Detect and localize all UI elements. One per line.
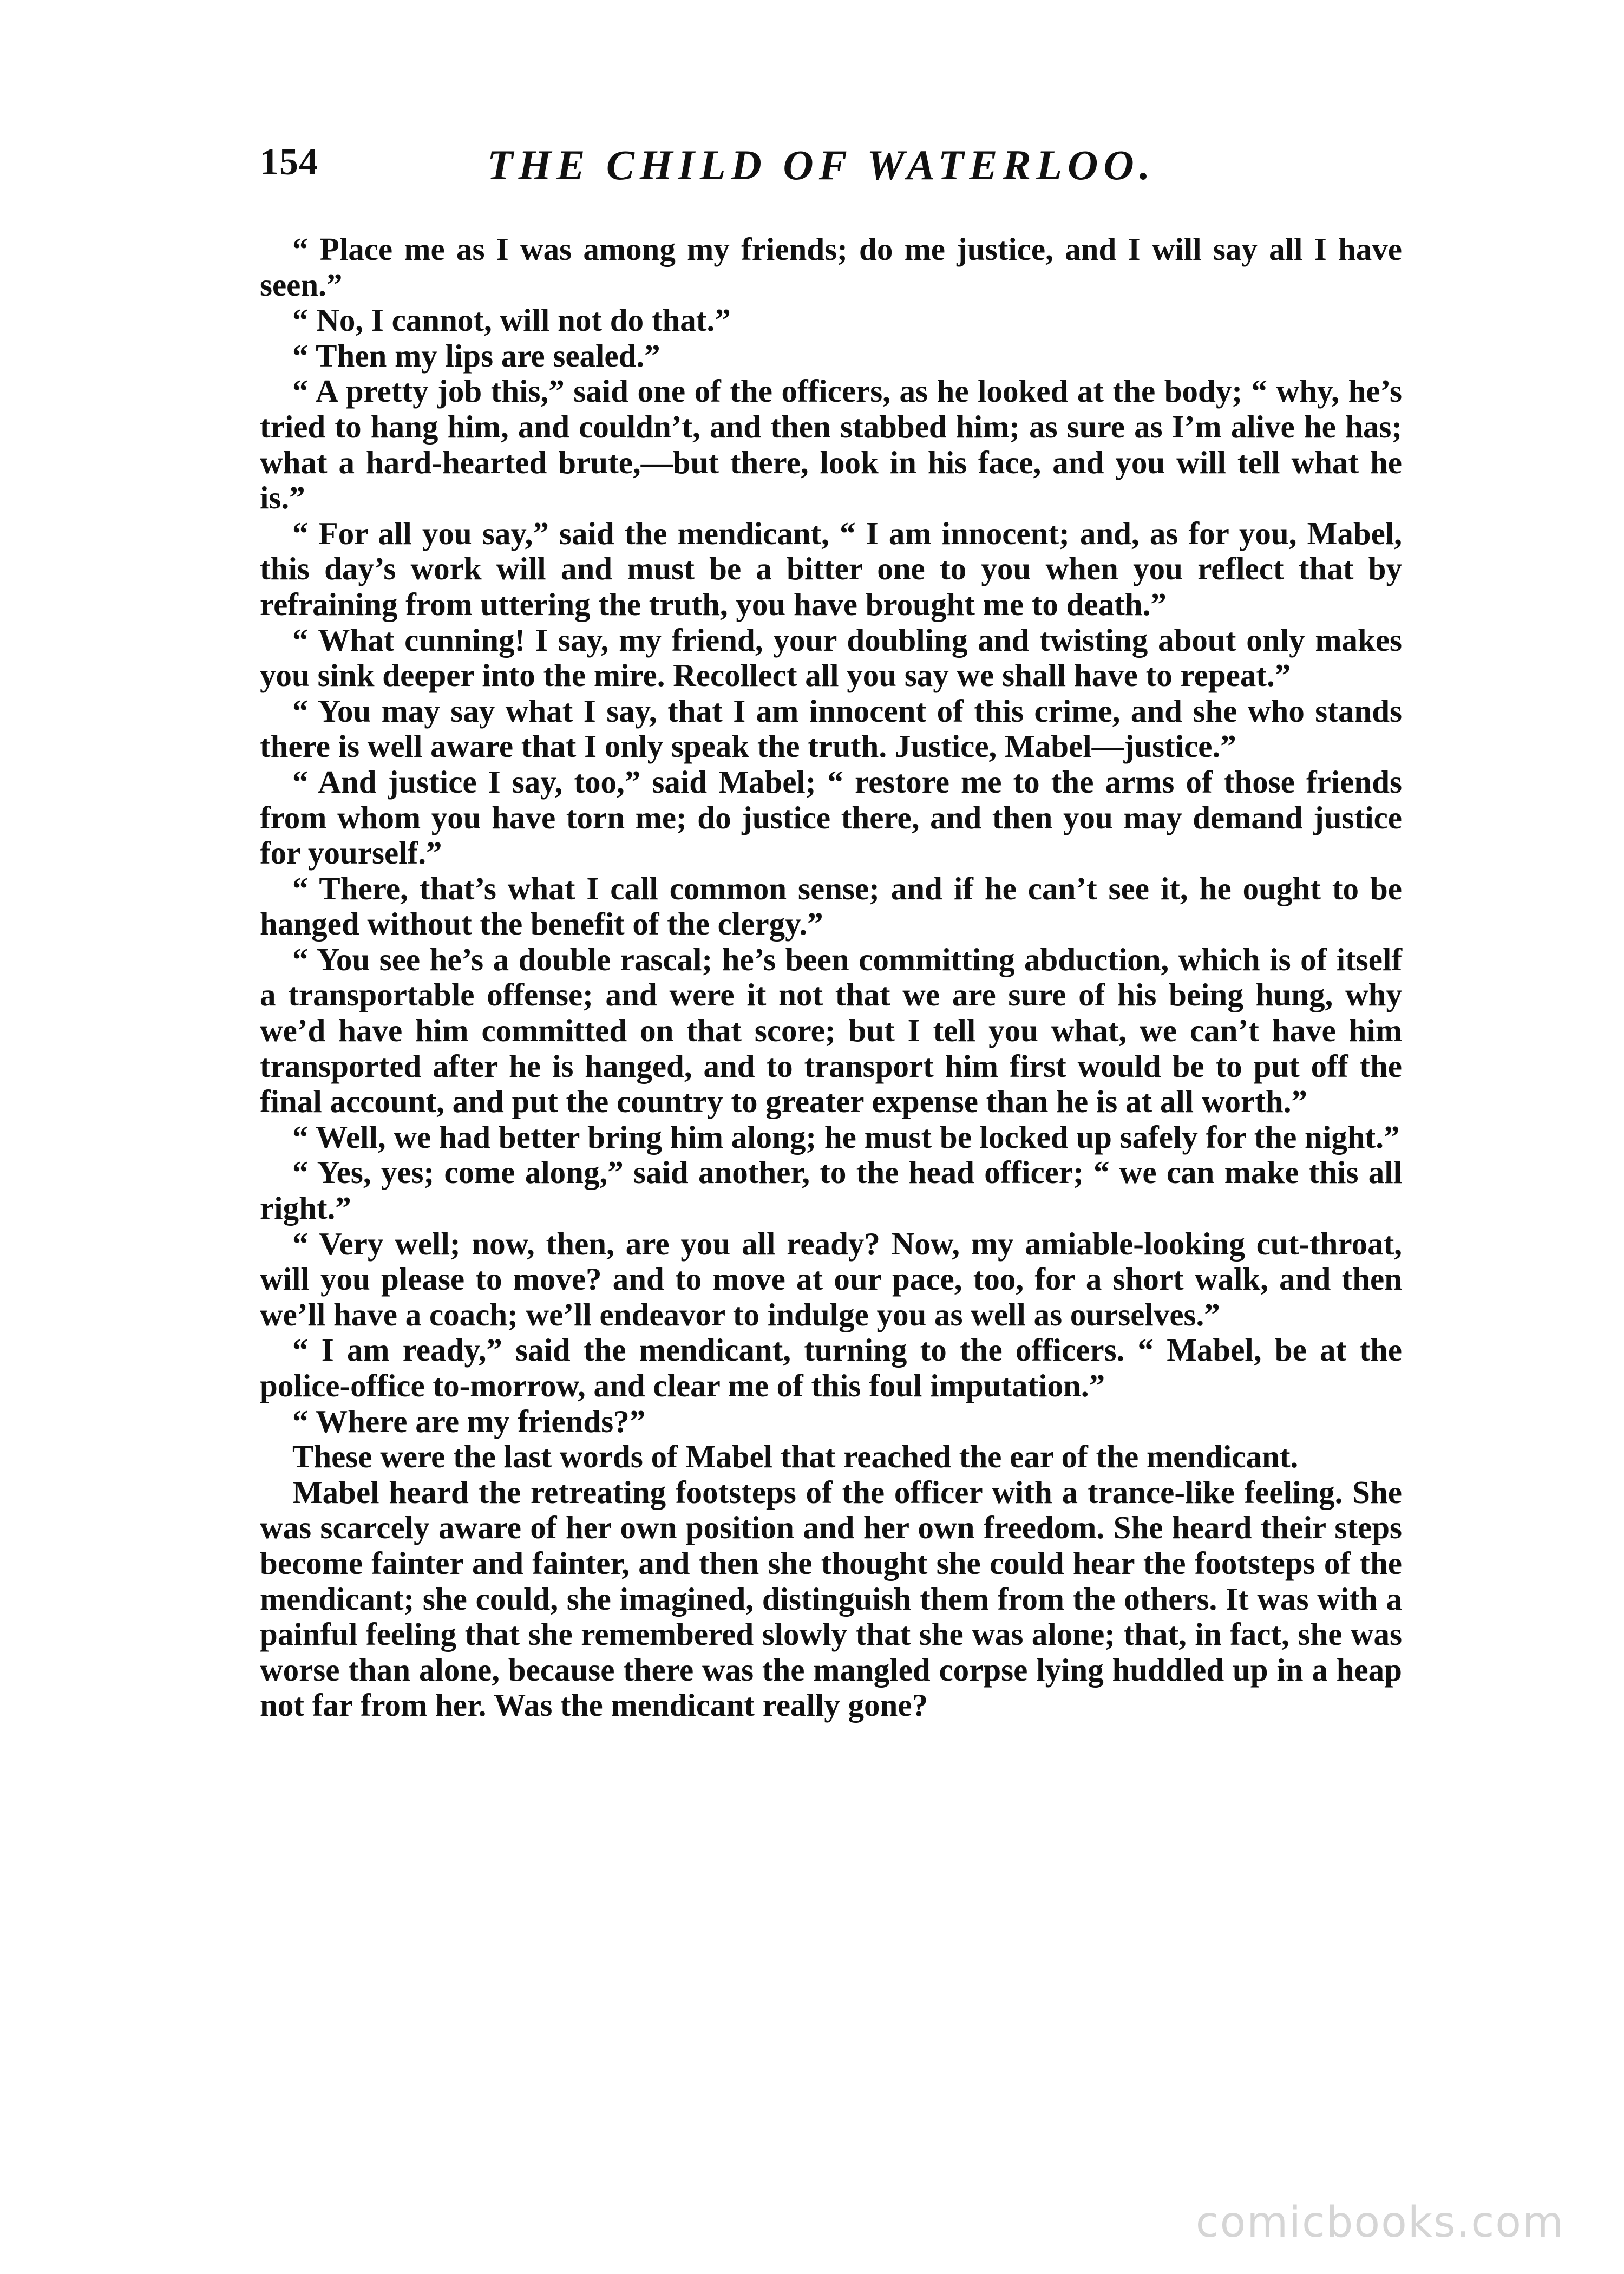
- page-header: [260, 141, 1407, 200]
- paragraph: These were the last words of Mabel that reached the ear of the mendicant.: [292, 1439, 1299, 1475]
- paragraph: Mabel heard the retreating footsteps of the officer with a trance-like feeling. She was scarcely aware of her own position and her own freedom. She heard their steps become fainter and fainter, and then she thought she could hear the footsteps of the mendicant; she could, she imagined, distinguish them from the others. It was with a painful feeling that she remembered slowly that she was alone; that, in fact, she was worse than alone, because there was the mangled corpse lying huddled up in a heap not far from her. Was the mendicant really gone?: [260, 1474, 1402, 1723]
- paragraph: “ Place me as I was among my friends; do me justice, and I will say all I have seen.”: [260, 231, 1402, 303]
- paragraph: “ What cunning! I say, my friend, your doubling and twisting about only makes you sink deeper into the mire. Recollect all you say we shall have to repeat.”: [260, 622, 1402, 694]
- page-number: 154: [260, 141, 318, 183]
- paragraph: “ Well, we had better bring him along; he must be locked up safely for the night.”: [292, 1119, 1400, 1155]
- body-text: [260, 232, 1402, 1723]
- paragraph: “ You see he’s a double rascal; he’s been committing abduction, which is of itself a transportable offense; and were it not that we are sure of his being hung, why we’d have him committed on that score; but I tell you what, we can’t have him transported after he is hanged, and to transport him first would be to put off the final account, and put the country to greater expense than he is at all worth.”: [260, 941, 1402, 1120]
- paragraph: “ You may say what I say, that I am innocent of this crime, and she who stands there is well aware that I only speak the truth. Justice, Mabel—justice.”: [260, 692, 1402, 764]
- paragraph: “ Then my lips are sealed.”: [292, 337, 660, 374]
- watermark: comicbooks.com: [1195, 2198, 1564, 2247]
- paragraph: “ Very well; now, then, are you all ready? Now, my amiable-looking cut-throat, will you please to move? and to move at our pace, too, for a short walk, and then we’ll have a coach; we’ll endeavor to indulge you as well as ourselves.”: [260, 1225, 1402, 1332]
- paragraph: “ No, I cannot, will not do that.”: [292, 302, 731, 338]
- paragraph: “ Where are my friends?”: [292, 1403, 646, 1439]
- paragraph: “ And justice I say, too,” said Mabel; “ restore me to the arms of those friends from whom you have torn me; do justice there, and then you may demand justice for yourself.”: [260, 763, 1402, 871]
- paragraph: “ For all you say,” said the mendicant, “ I am innocent; and, as for you, Mabel, this day’s work will and must be a bitter one to you when you reflect that by refraining from uttering the truth, you have brought me to death.”: [260, 515, 1402, 622]
- paragraph: “ A pretty job this,” said one of the officers, as he looked at the body; “ why, he’s tried to hang him, and couldn’t, and then stabbed him; as sure as I’m alive he has; what a hard-hearted brute,—but there, look in his face, and you will tell what he is.”: [260, 373, 1402, 516]
- paragraph: “ Yes, yes; come along,” said another, to the head officer; “ we can make this all right.”: [260, 1154, 1402, 1226]
- running-title: THE CHILD OF WATERLOO.: [487, 141, 1156, 188]
- paragraph: “ There, that’s what I call common sense; and if he can’t see it, he ought to be hanged without the benefit of the clergy.”: [260, 870, 1402, 942]
- paragraph: “ I am ready,” said the mendicant, turning to the officers. “ Mabel, be at the police-office to-morrow, and clear me of this foul imputation.”: [260, 1332, 1402, 1403]
